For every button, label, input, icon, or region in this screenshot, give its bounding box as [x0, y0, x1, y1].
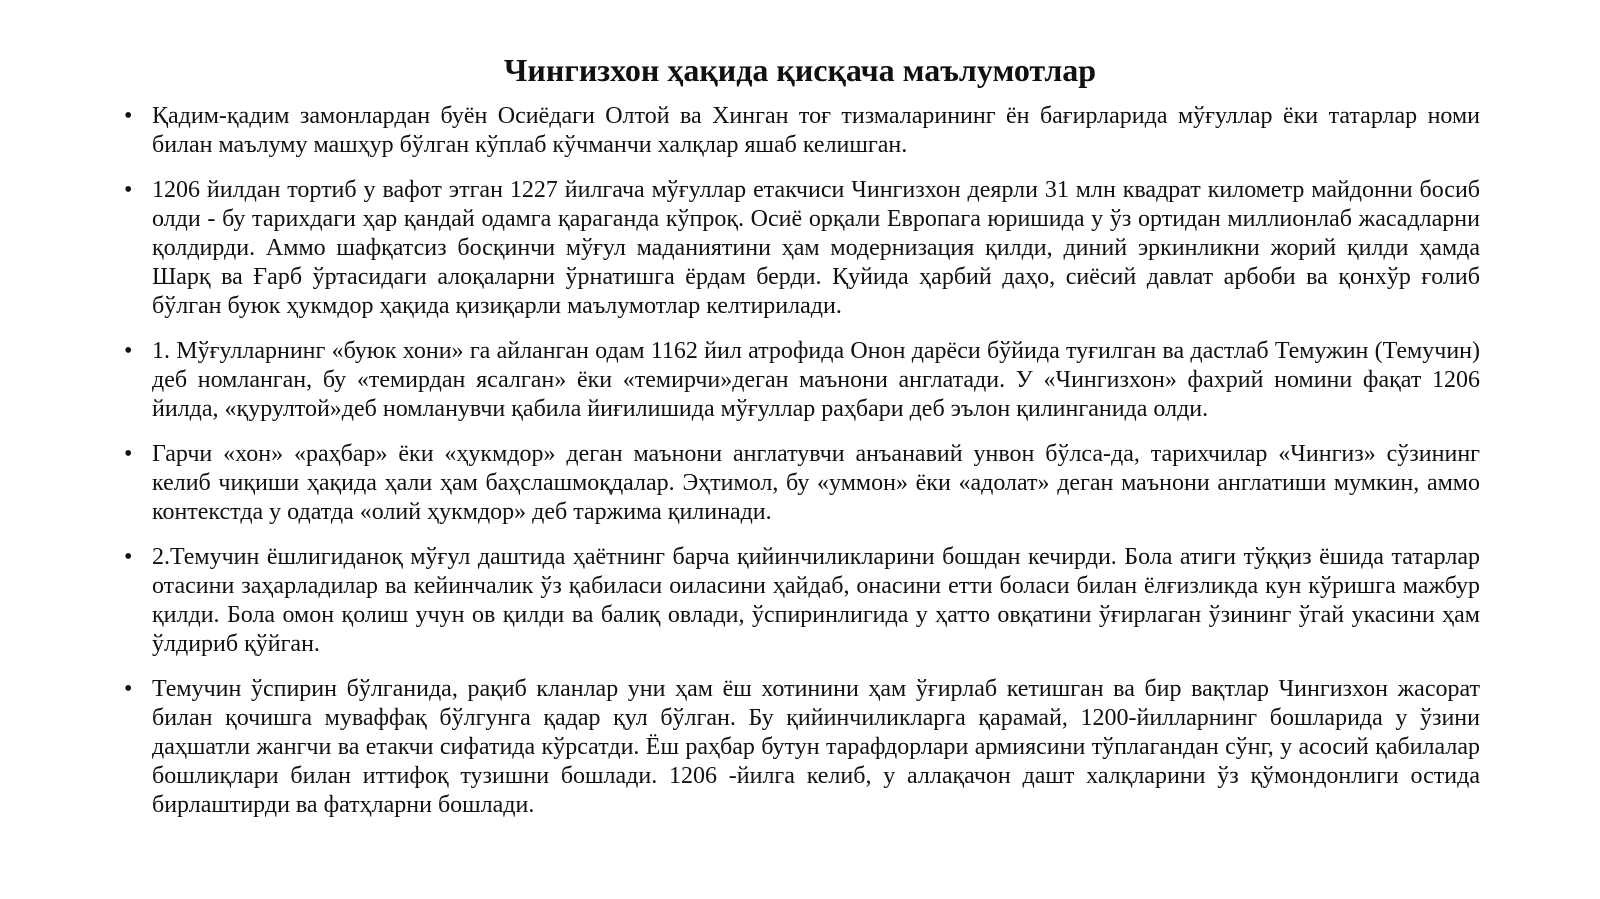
bullet-icon: • [124, 441, 133, 467]
bullet-icon: • [124, 177, 133, 203]
bullet-item [124, 337, 1480, 424]
bullet-text: Қадим-қадим замонлардан буён Осиёдаги Олтой ва Хинган тоғ тизмаларининг ён бағирларида мўғуллар ёки татарлар номи билан маълуму машҳур бўлган кўплаб кўчманчи халқлар яшаб келишган. [152, 103, 1480, 158]
bullet-icon: • [124, 338, 133, 364]
bullet-list [124, 102, 1480, 836]
bullet-text: 2.Темучин ёшлигиданоқ мўғул даштида ҳаётнинг барча қийинчиликларини бошдан кечирди. Бола атиги тўққиз ёшида татарлар отасини заҳарладилар ва кейинчалик ўз қабиласи оиласини ҳайдаб, онасини етти боласи билан ёлғизликда кун кўришга мажбур қилди. Бола омон қолиш учун ов қилди ва балиқ овлади, ўспиринлигида у ҳатто овқатини ўғирлаган ўзининг ўгай укасини ҳам ўлдириб қўйган. [152, 544, 1480, 657]
bullet-icon: • [124, 544, 133, 570]
bullet-icon: • [124, 676, 133, 702]
bullet-item [124, 440, 1480, 527]
bullet-text: Гарчи «хон» «раҳбар» ёки «ҳукмдор» деган маънони англатувчи анъанавий унвон бўлса-да, тарихчилар «Чингиз» сўзининг келиб чиқиши ҳақида ҳали ҳам баҳслашмоқдалар. Эҳтимол, бу «уммон» ёки «адолат» деган маънони англатиши мумкин, аммо контекстда у одатда «олий ҳукмдор» деб таржима қилинади. [152, 441, 1480, 525]
bullet-text: 1. Мўғулларнинг «буюк хони» га айланган одам 1162 йил атрофида Онон дарёси бўйида туғилган ва дастлаб Темужин (Темучин) деб номланган, бу «темирдан ясалган» ёки «темирчи»деган маънони англатади. У «Чингизхон» фахрий номини фақат 1206 йилда, «қурултой»деб номланувчи қабила йиғилишида мўғуллар раҳбари деб эълон қилинганида олди. [152, 338, 1480, 422]
bullet-item [124, 675, 1480, 820]
bullet-item [124, 176, 1480, 321]
bullet-icon: • [124, 103, 133, 129]
bullet-item [124, 102, 1480, 160]
bullet-text: Темучин ўспирин бўлганида, рақиб кланлар уни ҳам ёш хотинини ҳам ўғирлаб кетишган ва бир вақтлар Чингизхон жасорат билан қочишга муваффақ бўлгунга қадар қул бўлган. Бу қийинчиликларга қарамай, 1200-йилларнинг бошларида у ўзини даҳшатли жангчи ва етакчи сифатида кўрсатди. Ёш раҳбар бутун тарафдорлари армиясини тўплагандан сўнг, у асосий қабилалар бошлиқлари билан иттифоқ тузишни бошлади. 1206 -йилга келиб, у аллақачон дашт халқларини ўз қўмондонлиги остида бирлаштирди ва фатҳларни бошлади. [152, 676, 1480, 818]
slide-title: Чингизхон ҳақида қисқача маълумотлар [503, 52, 1097, 88]
bullet-item [124, 543, 1480, 659]
bullet-text: 1206 йилдан тортиб у вафот этган 1227 йилгача мўғуллар етакчиси Чингизхон деярли 31 млн квадрат километр майдонни босиб олди - бу тарихдаги ҳар қандай одамга қараганда кўпроқ. Осиё орқали Европага юришида у ўз ортидан миллионлаб жасадларни қолдирди. Аммо шафқатсиз босқинчи мўғул маданиятини ҳам модернизация қилди, диний эркинликни жорий қилди ҳамда Шарқ ва Ғарб ўртасидаги алоқаларни ўрнатишга ёрдам берди. Қуйида ҳарбий даҳо, сиёсий давлат арбоби ва қонхўр ғолиб бўлган буюк ҳукмдор ҳақида қизиқарли маълумотлар келтирилади. [152, 177, 1480, 319]
